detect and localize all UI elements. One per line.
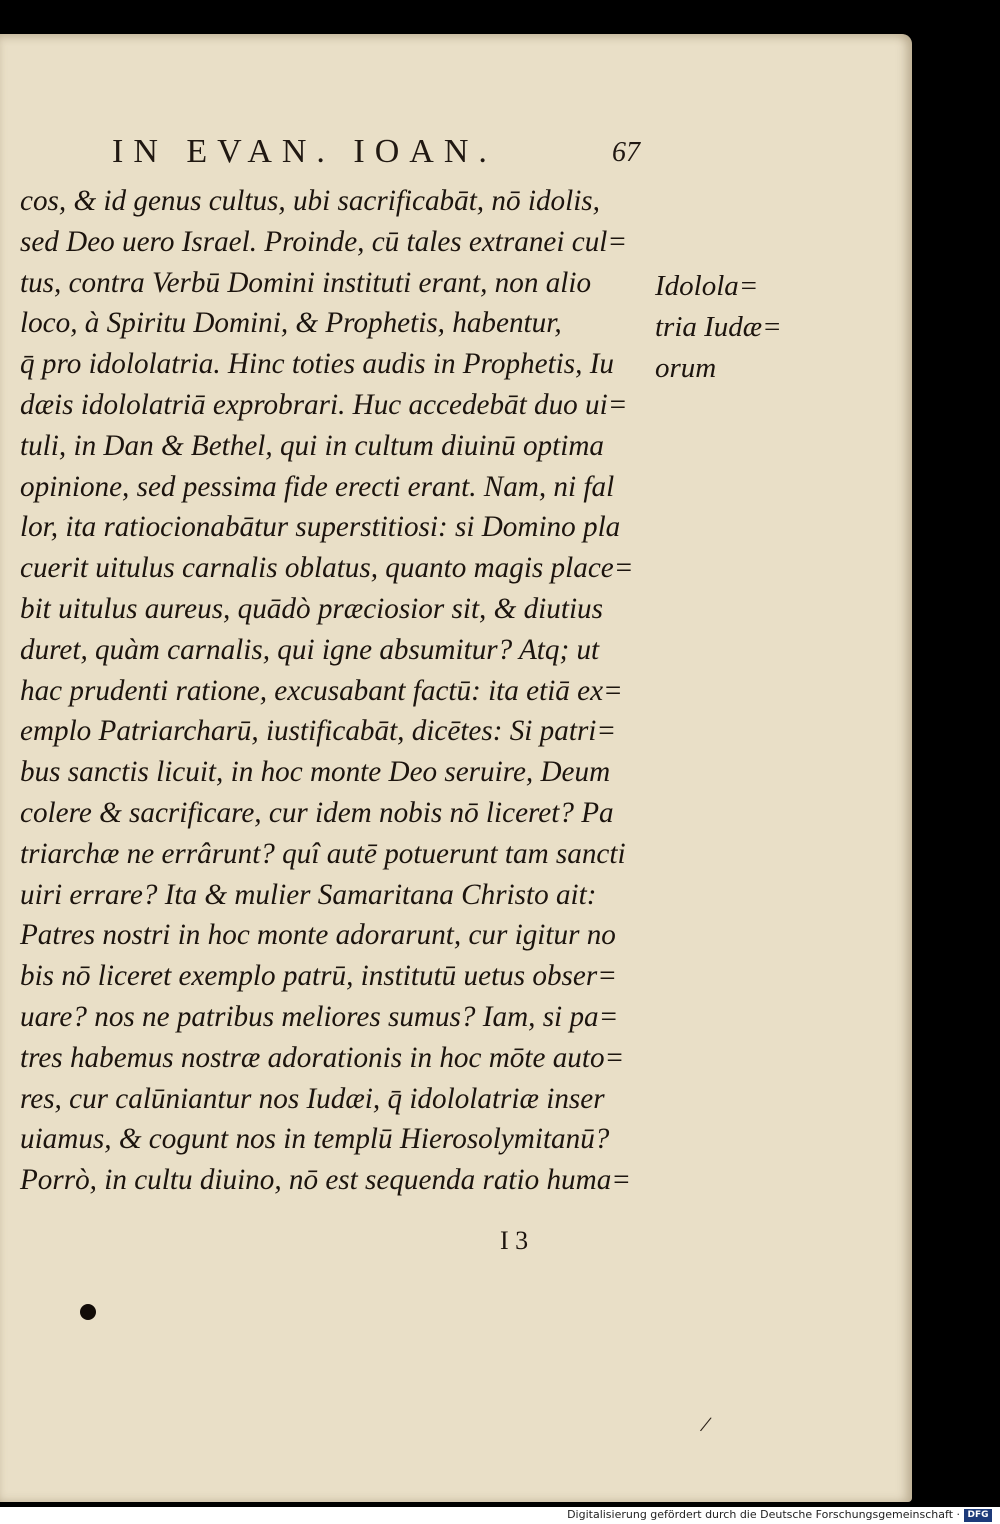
text-line: bis nō liceret exemplo patrū, institutū uetus obser= (20, 959, 617, 993)
text-line: tres habemus nostræ adorationis in hoc mōte auto= (20, 1040, 625, 1074)
text-line: Porrò, in cultu diuino, nō est sequenda ratio huma= (20, 1163, 631, 1197)
marginal-note-line: orum (655, 352, 717, 384)
ink-dot (80, 1304, 96, 1320)
marginal-note (655, 266, 782, 389)
text-line: cuerit uitulus carnalis oblatus, quanto magis place= (20, 551, 634, 585)
text-line: sed Deo uero Israel. Proinde, cū tales extranei cul= (20, 224, 628, 258)
text-line: Patres nostri in hoc monte adorarunt, cur igitur no (20, 918, 616, 952)
text-line: cos, & id genus cultus, ubi sacrificabāt, nō idolis, (20, 184, 600, 217)
text-line: tuli, in Dan & Bethel, qui in cultum diuinū optima (20, 428, 604, 462)
text-line: duret, quàm carnalis, qui igne absumitur? Atq; ut (20, 632, 600, 666)
text-line: bit uitulus aureus, quādò præciosior sit, & diutius (20, 591, 603, 625)
text-line: q̄ pro idololatria. Hinc toties audis in Prophetis, Iu (20, 347, 614, 381)
dfg-logo-icon: DFG (964, 1509, 992, 1522)
body-text (20, 181, 660, 1201)
text-line: res, cur calūniantur nos Iudæi, q̄ idololatriæ inser (20, 1081, 605, 1115)
text-line: uare? nos ne patribus meliores sumus? Iam, si pa= (20, 999, 619, 1033)
ink-stroke: / (697, 1411, 714, 1439)
marginal-note-line: Idolola= (655, 270, 759, 302)
footer-bar (0, 1507, 1000, 1524)
signature-mark: I 3 (500, 1226, 529, 1255)
text-line: opinione, sed pessima fide erecti erant. Nam, ni fal (20, 469, 615, 503)
text-line: bus sanctis licuit, in hoc monte Deo seruire, Deum (20, 755, 611, 789)
text-line: tus, contra Verbū Domini instituti erant, non alio (20, 265, 592, 299)
funding-notice: Digitalisierung gefördert durch die Deutsche Forschungsgemeinschaft · (567, 1508, 960, 1521)
text-line: triarchæ ne errârunt? quî autē potuerunt tam sancti (20, 836, 626, 870)
running-head: IN EVAN. IOAN. (112, 133, 497, 170)
text-line: emplo Patriarcharū, iustificabāt, dicētes: Si patri= (20, 714, 617, 748)
text-line: loco, à Spiritu Domini, & Prophetis, habentur, (20, 306, 562, 340)
text-line: dæis idololatriā exprobrari. Huc accedebāt duo ui= (20, 387, 628, 421)
text-line: hac prudenti ratione, excusabant factū: ita etiā ex= (20, 673, 623, 707)
marginal-note-line: tria Iudæ= (655, 311, 782, 343)
page-number: 67 (612, 137, 640, 168)
text-line: uiri errare? Ita & mulier Samaritana Christo ait: (20, 877, 597, 911)
text-line: colere & sacrificare, cur idem nobis nō liceret? Pa (20, 795, 614, 829)
text-line: uiamus, & cogunt nos in templū Hierosolymitanū? (20, 1122, 610, 1156)
text-line: lor, ita ratiocionabātur superstitiosi: si Domino pla (20, 510, 621, 544)
